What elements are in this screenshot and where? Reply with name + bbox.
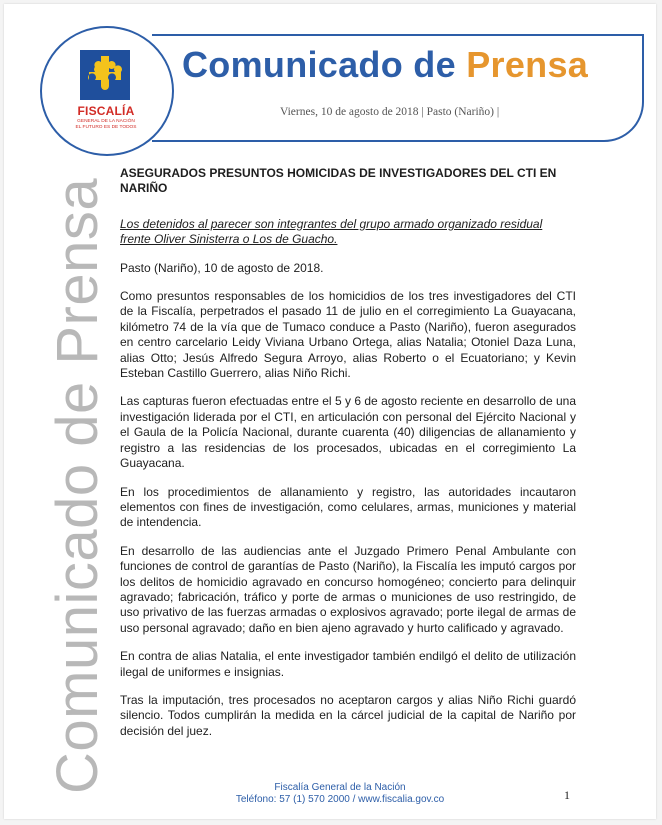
page-title bbox=[182, 44, 588, 86]
article-subheadline: Los detenidos al parecer son integrantes del grupo armado organizado residual frente Oliver Sinisterra o Los de Guacho. bbox=[120, 216, 543, 247]
paragraph: Las capturas fueron efectuadas entre el 5 y 6 de agosto reciente en desarrollo de una investigación liderada por el CTI, en articulación con personal del Ejército Nacional y el Gaula de la Policía Nacional, durante cuarenta (40) diligencias de allanamiento y registro a las residencias de los procesados, ubicadas en el corregimiento La Guayacana. bbox=[120, 394, 576, 471]
footer bbox=[220, 782, 460, 806]
paragraph: En desarrollo de las audiencias ante el Juzgado Primero Penal Ambulante con funciones de control de garantías de Pasto (Nariño), la Fiscalía les imputó cargos por los delitos de homicidio agravado en concurso homogéneo; concierto para delinquir agravado; fabricación, tráfico y porte de armas o municiones de uso restringido, de uso privativo de las fuerzas armadas o explosivos agravado; porte ilegal de armas de uso personal agravado; daño en bien ajeno agravado y hurto calificado y agravado. bbox=[120, 543, 576, 635]
dateline: Viernes, 10 de agosto de 2018 | Pasto (Nariño) | bbox=[280, 106, 500, 118]
article-headline: ASEGURADOS PRESUNTOS HOMICIDAS DE INVESTIGADORES DEL CTI EN NARIÑO bbox=[120, 166, 557, 196]
paragraph-dateline: Pasto (Nariño), 10 de agosto de 2018. bbox=[120, 260, 324, 275]
footer-org: Fiscalía General de la Nación bbox=[274, 782, 406, 793]
title-part-2: Prensa bbox=[466, 44, 589, 85]
paragraph: En los procedimientos de allanamiento y registro, las autoridades incautaron elementos con fines de investigación, como celulares, armas, municiones y material de intendencia. bbox=[120, 484, 576, 530]
puzzle-emblem-icon bbox=[80, 50, 130, 100]
logo-subtitle bbox=[48, 119, 164, 130]
article-body bbox=[120, 166, 576, 752]
press-release-page bbox=[4, 4, 656, 819]
fiscalia-logo bbox=[48, 34, 164, 146]
paragraph: Tras la imputación, tres procesados no aceptaron cargos y alias Niño Richi guardó silencio. Todos cumplirán la medida en la cárcel judicial de la capital de Nariño por decisión del juez. bbox=[120, 692, 576, 738]
logo-subtitle-line: GENERAL DE LA NACIÓN bbox=[77, 119, 135, 124]
page-number: 1 bbox=[564, 788, 570, 802]
paragraph: Como presuntos responsables de los homicidios de los tres investigadores del CTI de la Fiscalía, perpetrados el pasado 11 de julio en el corregimiento La Guayacana, kilómetro 74 de la vía que de Tumaco conduce a Pasto (Nariño), fueron asegurados en centro carcelario Leidy Viviana Urbano Ortega, alias Natalia; Otoniel Daza Luna, alias Otto; Jesús Alfredo Segura Arroyo, alias Roberto o el Ecuatoriano; y Kevin Esteban Castillo Guerrero, alias Niño Richi. bbox=[120, 289, 576, 381]
paragraph: En contra de alias Natalia, el ente investigador también endilgó el delito de utilización ilegal de uniformes e insignias. bbox=[120, 649, 576, 679]
footer-contact: Teléfono: 57 (1) 570 2000 / www.fiscalia.gov.co bbox=[235, 794, 445, 805]
title-part-1: Comunicado de bbox=[182, 44, 456, 85]
logo-name: FISCALÍA bbox=[77, 104, 135, 118]
logo-tagline: EL FUTURO ES DE TODOS bbox=[75, 124, 137, 130]
side-watermark: Comunicado de Prensa bbox=[45, 177, 110, 794]
